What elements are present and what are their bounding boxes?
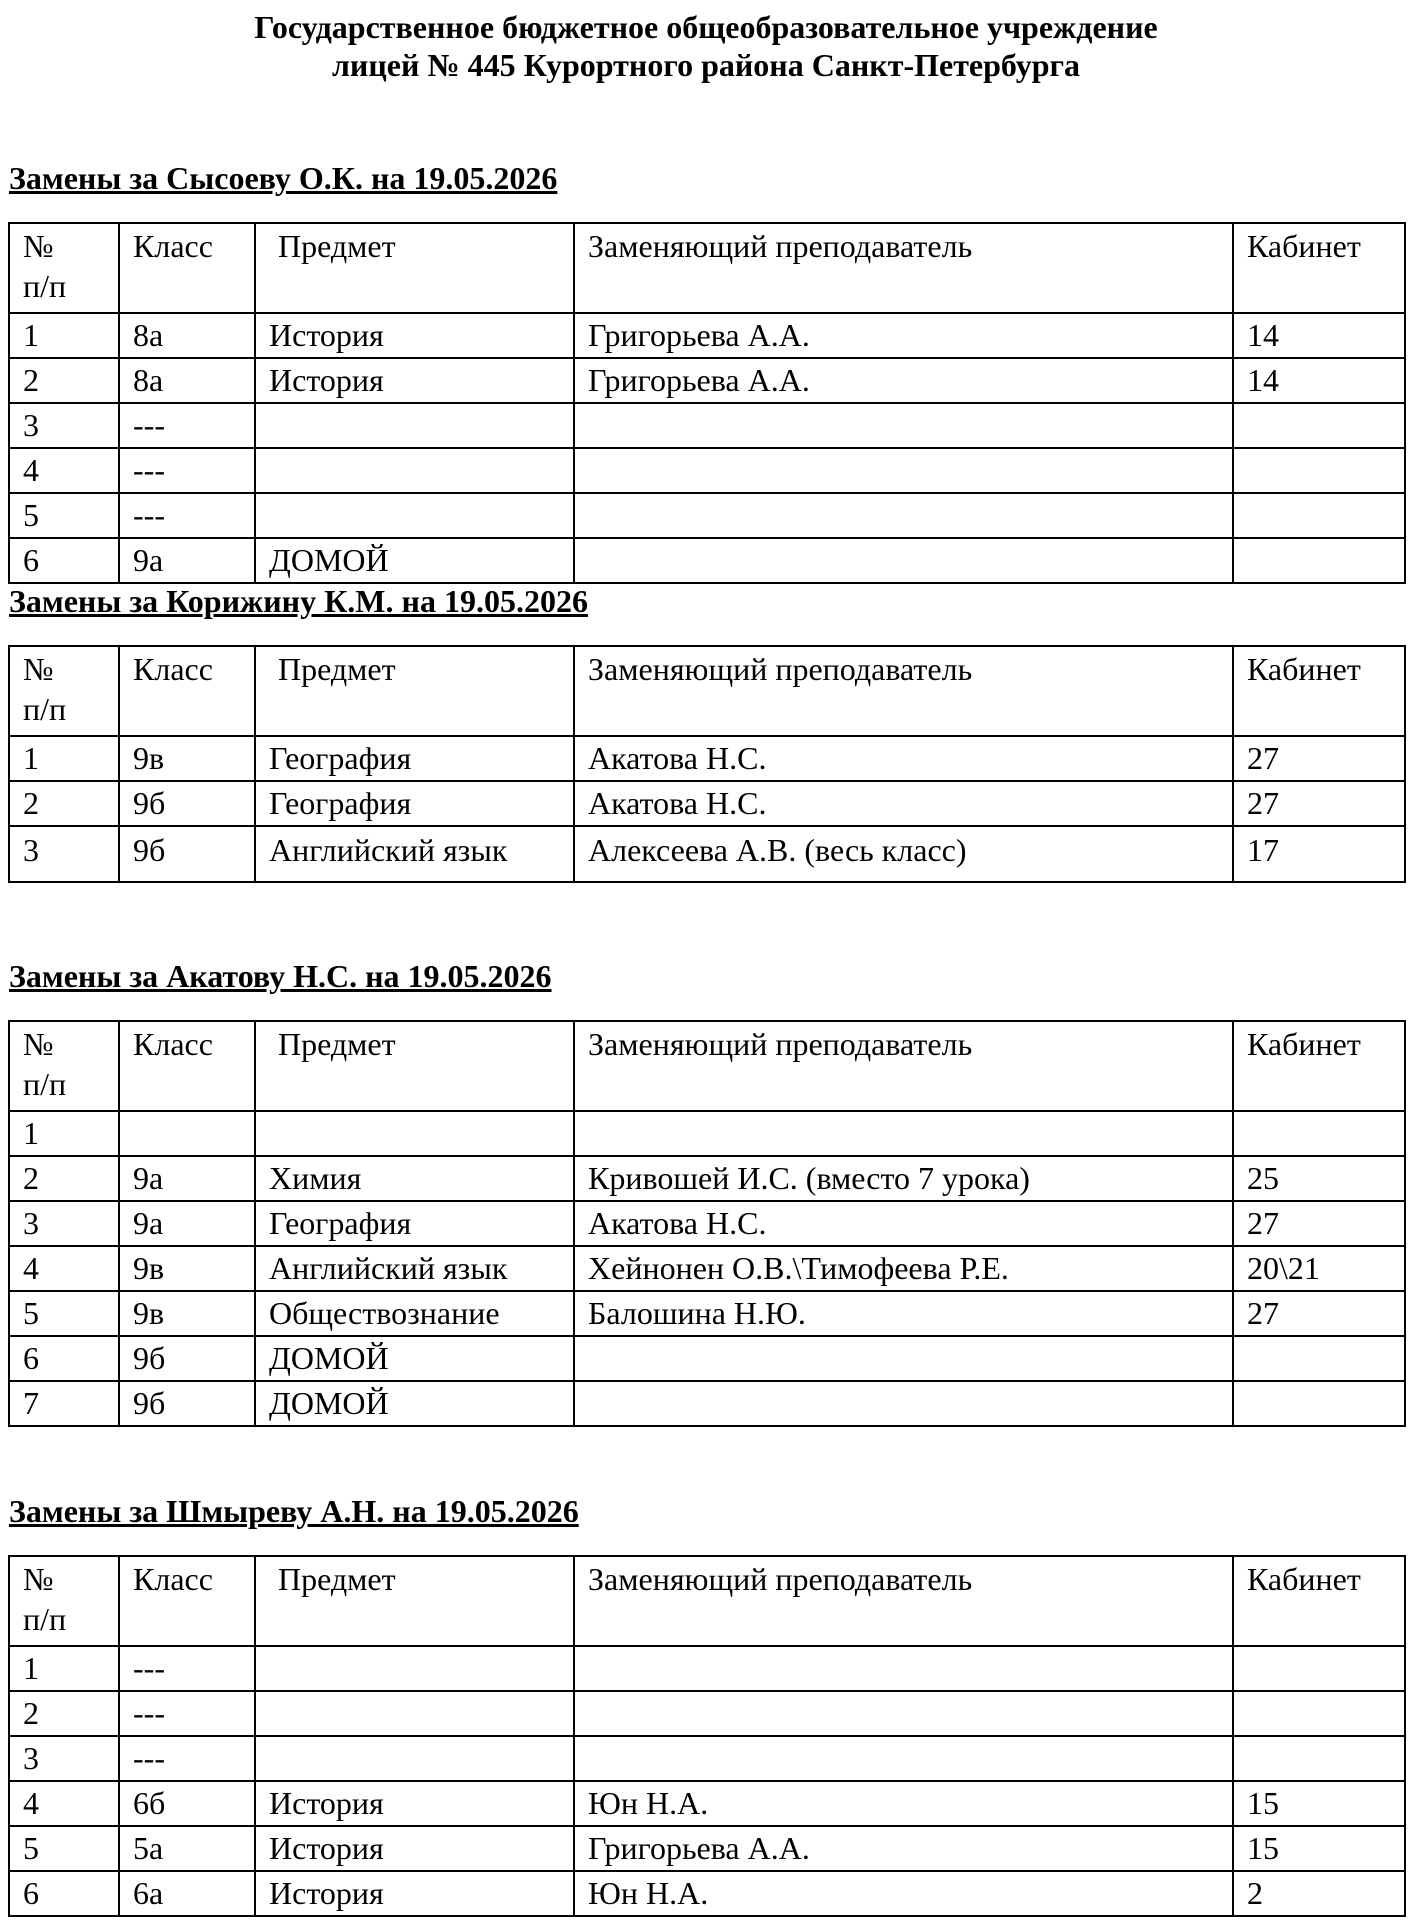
table-row	[9, 448, 1405, 493]
substitutions-table	[8, 1555, 1406, 1917]
cell-num: 3	[9, 403, 119, 448]
cell-subject: География	[255, 736, 574, 781]
table-row	[9, 1381, 1405, 1426]
cell-teacher: Акатова Н.С.	[574, 781, 1233, 826]
table-row	[9, 1246, 1405, 1291]
section-title: Замены за Шмыреву А.Н. на 19.05.2026	[9, 1493, 579, 1529]
cell-class: 9а	[119, 1201, 255, 1246]
table-header-row	[9, 1556, 1405, 1646]
cell-subject	[255, 1111, 574, 1156]
cell-num: 6	[9, 1336, 119, 1381]
cell-class: 9в	[119, 1246, 255, 1291]
cell-num: 5	[9, 493, 119, 538]
cell-subject: Химия	[255, 1156, 574, 1201]
cell-subject: Обществознание	[255, 1291, 574, 1336]
cell-teacher	[574, 1336, 1233, 1381]
table-row	[9, 1826, 1405, 1871]
cell-class: ---	[119, 1646, 255, 1691]
cell-teacher	[574, 538, 1233, 583]
cell-teacher: Акатова Н.С.	[574, 736, 1233, 781]
cell-room	[1233, 1381, 1405, 1426]
table-row	[9, 1201, 1405, 1246]
cell-class: 9б	[119, 1381, 255, 1426]
cell-room	[1233, 448, 1405, 493]
column-header-teacher: Заменяющий преподаватель	[574, 1021, 1233, 1111]
cell-room: 15	[1233, 1826, 1405, 1871]
table-row	[9, 1736, 1405, 1781]
table-row	[9, 736, 1405, 781]
table-row	[9, 1291, 1405, 1336]
column-header-room: Кабинет	[1233, 1021, 1405, 1111]
cell-teacher: Юн Н.А.	[574, 1781, 1233, 1826]
cell-num: 2	[9, 358, 119, 403]
cell-num: 6	[9, 538, 119, 583]
table-row	[9, 1781, 1405, 1826]
cell-teacher	[574, 1736, 1233, 1781]
cell-subject: История	[255, 1781, 574, 1826]
column-header-class: Класс	[119, 223, 255, 313]
cell-num: 1	[9, 313, 119, 358]
cell-room: 20\21	[1233, 1246, 1405, 1291]
cell-subject	[255, 448, 574, 493]
cell-class: 9б	[119, 826, 255, 882]
cell-room: 25	[1233, 1156, 1405, 1201]
cell-room	[1233, 1646, 1405, 1691]
column-header-teacher: Заменяющий преподаватель	[574, 646, 1233, 736]
cell-subject: Английский язык	[255, 1246, 574, 1291]
section-title: Замены за Акатову Н.С. на 19.05.2026	[9, 958, 552, 994]
substitutions-table	[8, 222, 1406, 584]
table-row	[9, 403, 1405, 448]
column-header-class: Класс	[119, 1021, 255, 1111]
column-header-num-line2: п/п	[23, 1066, 67, 1102]
cell-room: 27	[1233, 781, 1405, 826]
cell-class: ---	[119, 403, 255, 448]
cell-class: 9б	[119, 781, 255, 826]
column-header-subject: Предмет	[255, 1021, 574, 1111]
cell-class: ---	[119, 493, 255, 538]
header-line-1: Государственное бюджетное общеобразовательное учреждение	[254, 9, 1158, 45]
cell-room	[1233, 1111, 1405, 1156]
cell-subject	[255, 493, 574, 538]
cell-teacher: Григорьева А.А.	[574, 358, 1233, 403]
cell-room	[1233, 493, 1405, 538]
cell-teacher	[574, 1691, 1233, 1736]
table-row	[9, 358, 1405, 403]
cell-teacher: Хейнонен О.В.\Тимофеева Р.Е.	[574, 1246, 1233, 1291]
cell-class: 8а	[119, 358, 255, 403]
column-header-num-line1: №	[23, 228, 54, 264]
column-header-class: Класс	[119, 1556, 255, 1646]
cell-teacher	[574, 403, 1233, 448]
cell-room: 27	[1233, 736, 1405, 781]
cell-class: 9а	[119, 538, 255, 583]
cell-subject: География	[255, 781, 574, 826]
cell-num: 4	[9, 1246, 119, 1291]
header-line-2: лицей № 445 Курортного района Санкт-Петербурга	[331, 47, 1081, 83]
document-header	[0, 8, 1412, 84]
column-header-num-line1: №	[23, 1026, 54, 1062]
column-header-subject: Предмет	[255, 1556, 574, 1646]
cell-class: ---	[119, 1691, 255, 1736]
cell-room: 17	[1233, 826, 1405, 882]
column-header-num-line2: п/п	[23, 1601, 67, 1637]
cell-num: 5	[9, 1826, 119, 1871]
cell-num: 2	[9, 1156, 119, 1201]
cell-num: 3	[9, 1201, 119, 1246]
cell-num: 3	[9, 826, 119, 882]
table-row	[9, 1156, 1405, 1201]
cell-class: ---	[119, 448, 255, 493]
cell-num: 7	[9, 1381, 119, 1426]
cell-subject	[255, 403, 574, 448]
cell-teacher	[574, 493, 1233, 538]
cell-teacher: Юн Н.А.	[574, 1871, 1233, 1916]
table-header-row	[9, 646, 1405, 736]
cell-num: 2	[9, 1691, 119, 1736]
section-title: Замены за Корижину К.М. на 19.05.2026	[9, 583, 588, 619]
column-header-room: Кабинет	[1233, 1556, 1405, 1646]
cell-class: 8а	[119, 313, 255, 358]
cell-room: 15	[1233, 1781, 1405, 1826]
cell-room: 14	[1233, 313, 1405, 358]
cell-room: 2	[1233, 1871, 1405, 1916]
cell-subject: История	[255, 358, 574, 403]
table-row	[9, 538, 1405, 583]
cell-num: 4	[9, 448, 119, 493]
cell-subject: География	[255, 1201, 574, 1246]
column-header-class: Класс	[119, 646, 255, 736]
cell-num: 5	[9, 1291, 119, 1336]
column-header-room: Кабинет	[1233, 223, 1405, 313]
cell-class: 9а	[119, 1156, 255, 1201]
table-row	[9, 781, 1405, 826]
cell-room: 27	[1233, 1291, 1405, 1336]
column-header-subject: Предмет	[255, 646, 574, 736]
column-header-num-line2: п/п	[23, 268, 67, 304]
table-row	[9, 826, 1405, 882]
cell-subject	[255, 1646, 574, 1691]
cell-class: 9в	[119, 736, 255, 781]
cell-teacher	[574, 1381, 1233, 1426]
column-header-num	[9, 646, 119, 736]
table-row	[9, 493, 1405, 538]
cell-room	[1233, 1691, 1405, 1736]
table-row	[9, 313, 1405, 358]
cell-class: 9б	[119, 1336, 255, 1381]
cell-class	[119, 1111, 255, 1156]
cell-class: ---	[119, 1736, 255, 1781]
cell-class: 6б	[119, 1781, 255, 1826]
cell-teacher	[574, 448, 1233, 493]
column-header-teacher: Заменяющий преподаватель	[574, 1556, 1233, 1646]
cell-num: 3	[9, 1736, 119, 1781]
cell-num: 1	[9, 736, 119, 781]
cell-subject: Английский язык	[255, 826, 574, 882]
cell-teacher: Кривошей И.С. (вместо 7 урока)	[574, 1156, 1233, 1201]
cell-class: 5а	[119, 1826, 255, 1871]
cell-class: 6а	[119, 1871, 255, 1916]
cell-num: 1	[9, 1646, 119, 1691]
column-header-num	[9, 1021, 119, 1111]
table-row	[9, 1111, 1405, 1156]
column-header-num	[9, 223, 119, 313]
cell-num: 6	[9, 1871, 119, 1916]
table-row	[9, 1336, 1405, 1381]
cell-subject: История	[255, 1871, 574, 1916]
cell-subject	[255, 1691, 574, 1736]
column-header-num-line1: №	[23, 651, 54, 687]
column-header-num-line1: №	[23, 1561, 54, 1597]
column-header-subject: Предмет	[255, 223, 574, 313]
cell-teacher	[574, 1111, 1233, 1156]
column-header-num	[9, 1556, 119, 1646]
cell-num: 2	[9, 781, 119, 826]
cell-teacher: Балошина Н.Ю.	[574, 1291, 1233, 1336]
table-row	[9, 1871, 1405, 1916]
cell-class: 9в	[119, 1291, 255, 1336]
cell-teacher	[574, 1646, 1233, 1691]
cell-subject: История	[255, 313, 574, 358]
substitutions-table	[8, 1020, 1406, 1427]
cell-room	[1233, 538, 1405, 583]
cell-room: 14	[1233, 358, 1405, 403]
table-header-row	[9, 1021, 1405, 1111]
cell-num: 4	[9, 1781, 119, 1826]
cell-room	[1233, 403, 1405, 448]
cell-teacher: Акатова Н.С.	[574, 1201, 1233, 1246]
section-title: Замены за Сысоеву О.К. на 19.05.2026	[9, 160, 558, 196]
cell-subject: История	[255, 1826, 574, 1871]
cell-room	[1233, 1736, 1405, 1781]
cell-num: 1	[9, 1111, 119, 1156]
column-header-room: Кабинет	[1233, 646, 1405, 736]
cell-room: 27	[1233, 1201, 1405, 1246]
table-header-row	[9, 223, 1405, 313]
cell-teacher: Григорьева А.А.	[574, 1826, 1233, 1871]
table-row	[9, 1646, 1405, 1691]
cell-subject: ДОМОЙ	[255, 538, 574, 583]
cell-subject	[255, 1736, 574, 1781]
substitutions-table	[8, 645, 1406, 883]
column-header-teacher: Заменяющий преподаватель	[574, 223, 1233, 313]
table-row	[9, 1691, 1405, 1736]
cell-subject: ДОМОЙ	[255, 1381, 574, 1426]
cell-subject: ДОМОЙ	[255, 1336, 574, 1381]
cell-room	[1233, 1336, 1405, 1381]
cell-teacher: Алексеева А.В. (весь класс)	[574, 826, 1233, 882]
cell-teacher: Григорьева А.А.	[574, 313, 1233, 358]
column-header-num-line2: п/п	[23, 691, 67, 727]
